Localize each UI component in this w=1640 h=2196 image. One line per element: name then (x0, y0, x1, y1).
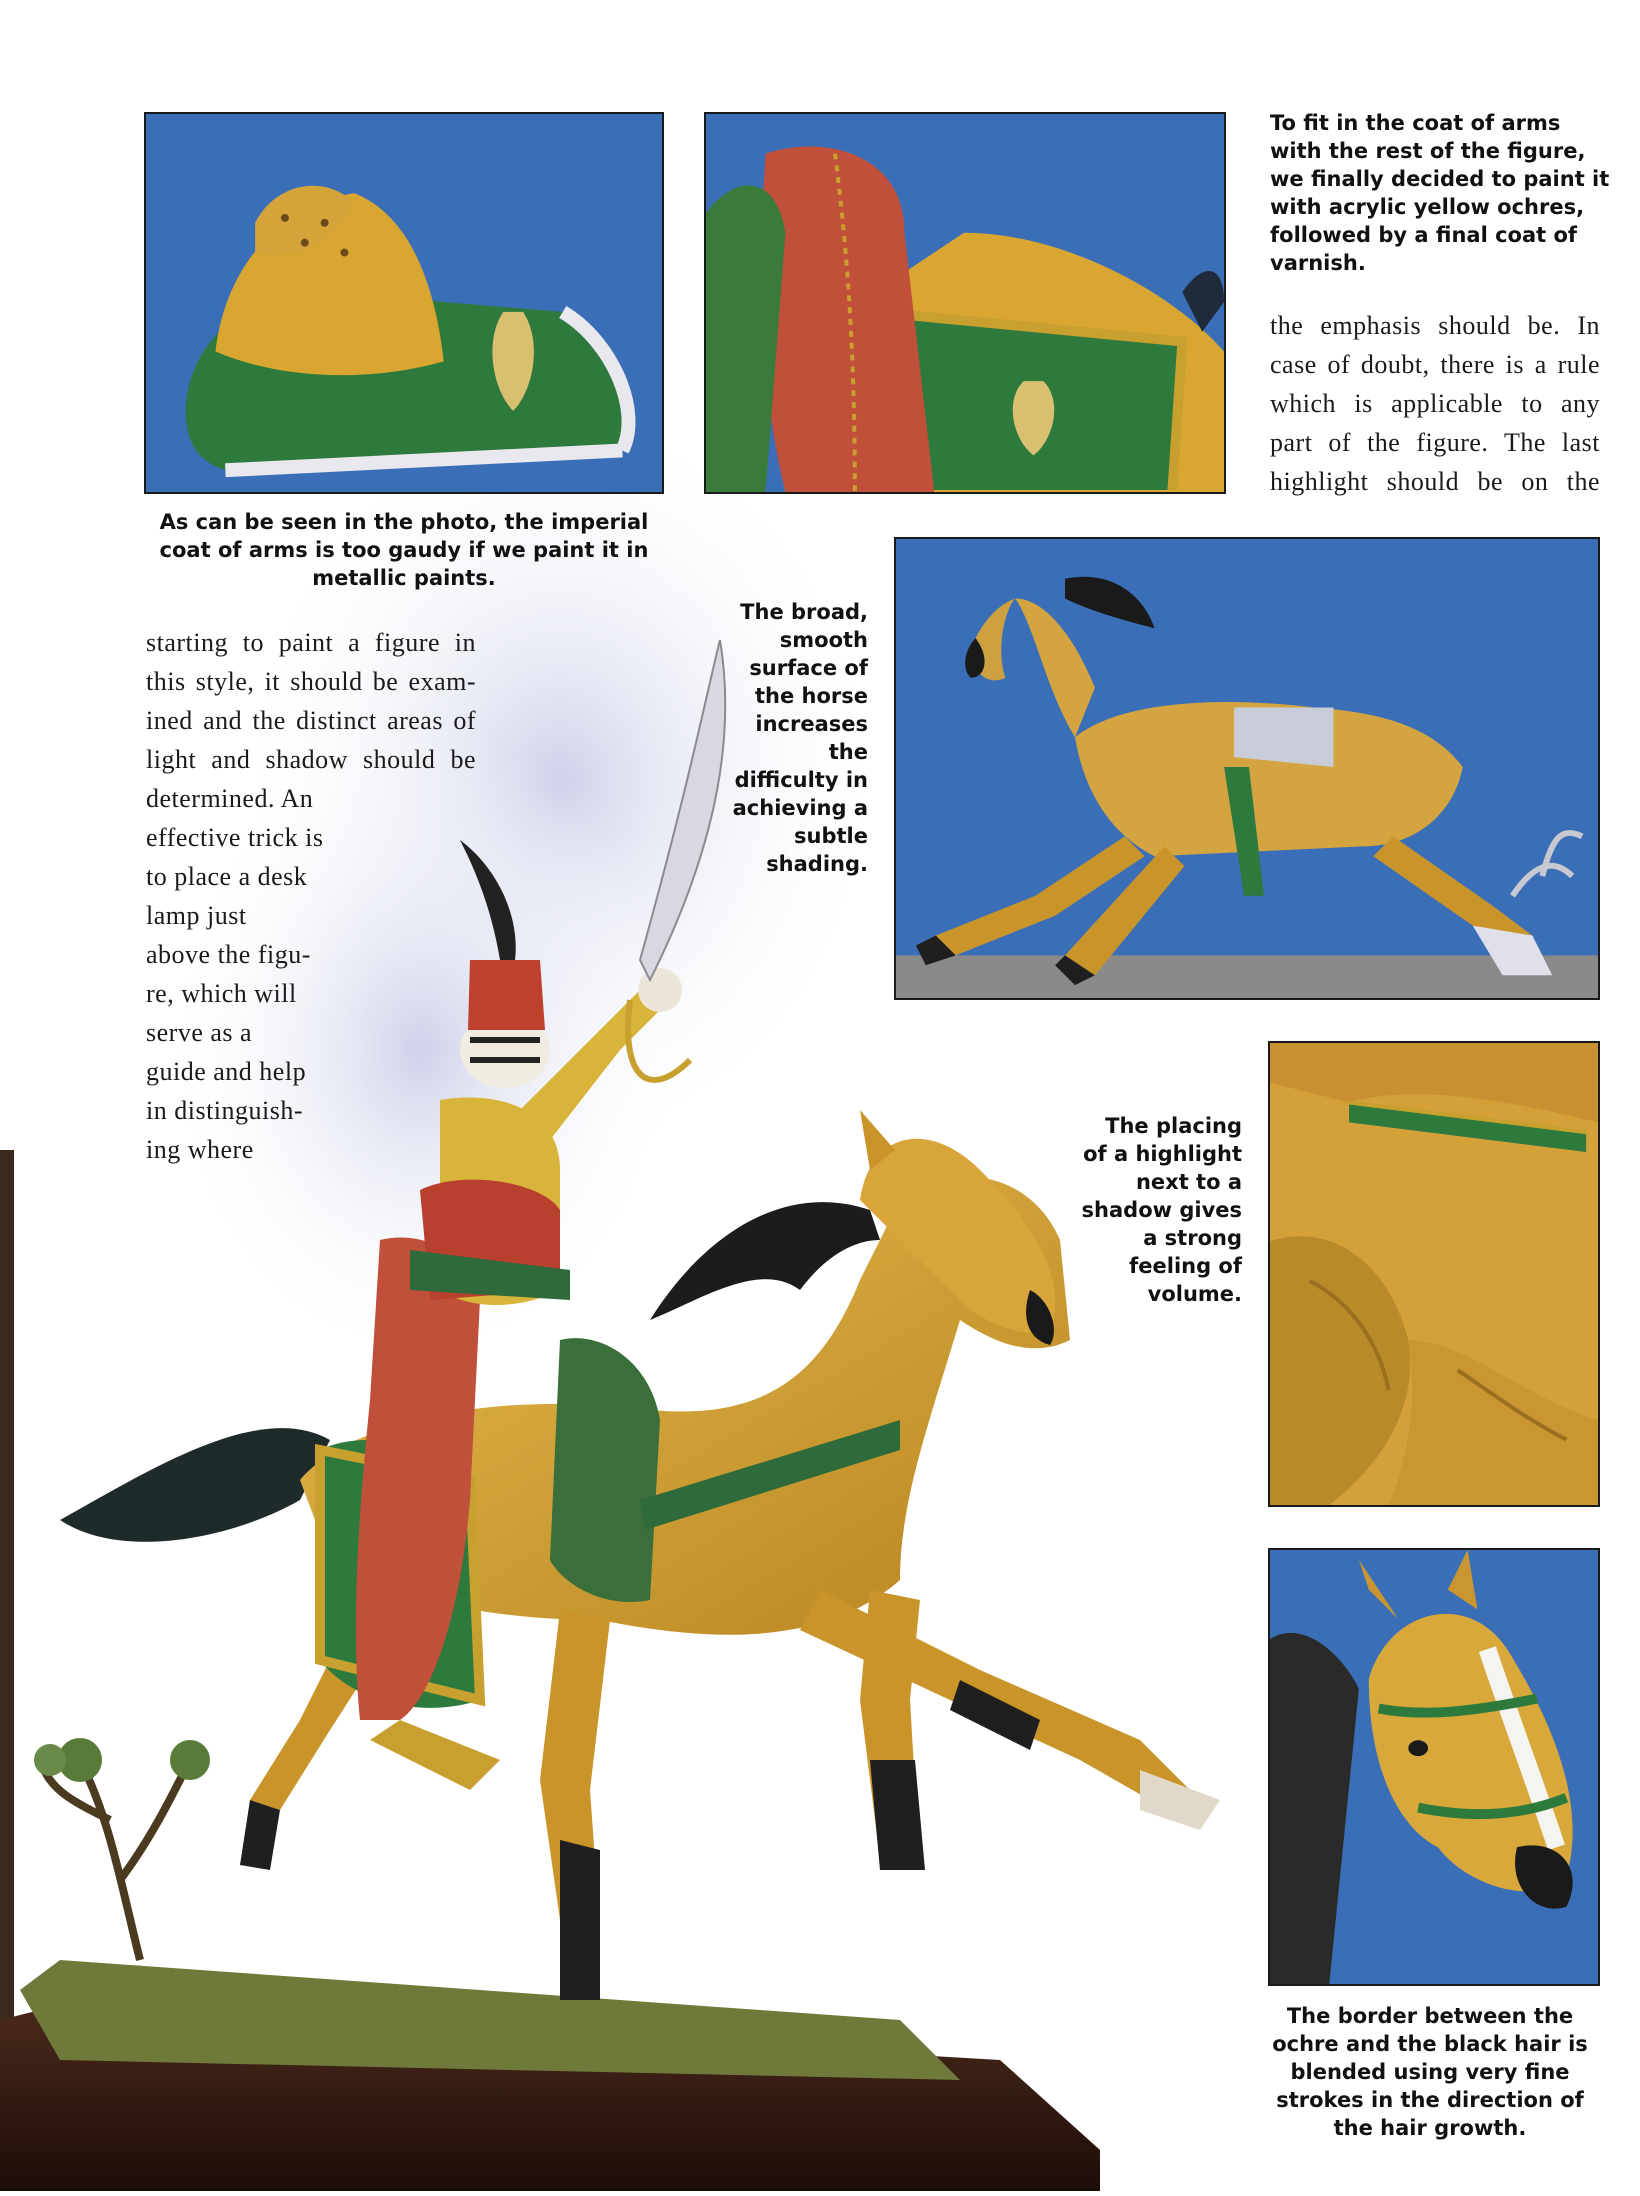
body-line: above the figu- (146, 940, 311, 969)
caption-line: shading. (766, 852, 868, 876)
caption-line: next to a (1135, 1170, 1242, 1194)
highlight-caption (1060, 1112, 1242, 1308)
caption-line: coat of arms is too gaudy if we paint it in (159, 538, 649, 562)
saddle-caption (144, 508, 664, 592)
caption-line: blended using very fine (1290, 2060, 1570, 2084)
body-text-left (146, 623, 476, 1169)
body-line: lamp just (146, 901, 247, 930)
caption-line: shadow gives (1081, 1198, 1242, 1222)
broad-surface-caption (700, 598, 868, 878)
body-line: the emphasis should be. In (1270, 311, 1600, 340)
body-line: to place a desk (146, 862, 308, 891)
coat-of-arms-photo (704, 112, 1226, 494)
body-text-right (1270, 306, 1600, 501)
body-line: determined. An (146, 784, 314, 813)
border-caption (1240, 2002, 1620, 2142)
horse-head-photo (1268, 1548, 1600, 1986)
body-line: ing where (146, 1135, 254, 1164)
caption-line: with the rest of the figure, (1270, 139, 1586, 163)
caption-line: the hair growth. (1333, 2116, 1527, 2140)
caption-line: strokes in the direction of (1276, 2088, 1584, 2112)
caption-line: The placing (1105, 1114, 1242, 1138)
caption-line: with acrylic yellow ochres, (1270, 195, 1585, 219)
caption-line: ochre and the black hair is (1272, 2032, 1588, 2056)
caption-line: metallic paints. (312, 566, 496, 590)
body-line: ined and the distinct areas of (146, 706, 476, 735)
body-line: starting to paint a figure in (146, 628, 476, 657)
caption-line: smooth (779, 628, 868, 652)
body-line: in distinguish- (146, 1096, 304, 1125)
body-line: part of the figure. The last (1270, 428, 1600, 457)
body-line: highlight should be on the (1270, 467, 1600, 496)
body-line: re, which will (146, 979, 297, 1008)
body-line: effective trick is (146, 823, 324, 852)
caption-line: we finally decided to paint it (1270, 167, 1610, 191)
body-line: case of doubt, there is a rule (1270, 350, 1600, 379)
caption-line: varnish. (1270, 251, 1366, 275)
caption-line: a strong (1143, 1226, 1242, 1250)
body-line: light and shadow should be (146, 745, 476, 774)
full-horse-photo (894, 537, 1600, 1000)
caption-line: achieving a (732, 796, 868, 820)
caption-line: To fit in the coat of arms (1270, 111, 1561, 135)
caption-line: The broad, (740, 600, 868, 624)
caption-line: surface of (749, 656, 868, 680)
body-line: which is applicable to any (1270, 389, 1600, 418)
coat-of-arms-caption (1270, 109, 1610, 277)
caption-line: volume. (1147, 1282, 1242, 1306)
saddle-photo (144, 112, 664, 494)
body-line: this style, it should be exam- (146, 667, 476, 696)
caption-line: the horse (754, 684, 868, 708)
caption-line: the (828, 740, 868, 764)
shoulder-closeup-photo (1268, 1041, 1600, 1507)
caption-line: followed by a final coat of (1270, 223, 1578, 247)
caption-line: feeling of (1129, 1254, 1242, 1278)
caption-line: increases (755, 712, 868, 736)
caption-line: The border between the (1286, 2004, 1574, 2028)
caption-line: subtle (794, 824, 868, 848)
body-line: serve as a (146, 1018, 253, 1047)
body-line: guide and help (146, 1057, 307, 1086)
caption-line: of a highlight (1083, 1142, 1242, 1166)
caption-line: As can be seen in the photo, the imperial (159, 510, 649, 534)
caption-line: difficulty in (734, 768, 868, 792)
